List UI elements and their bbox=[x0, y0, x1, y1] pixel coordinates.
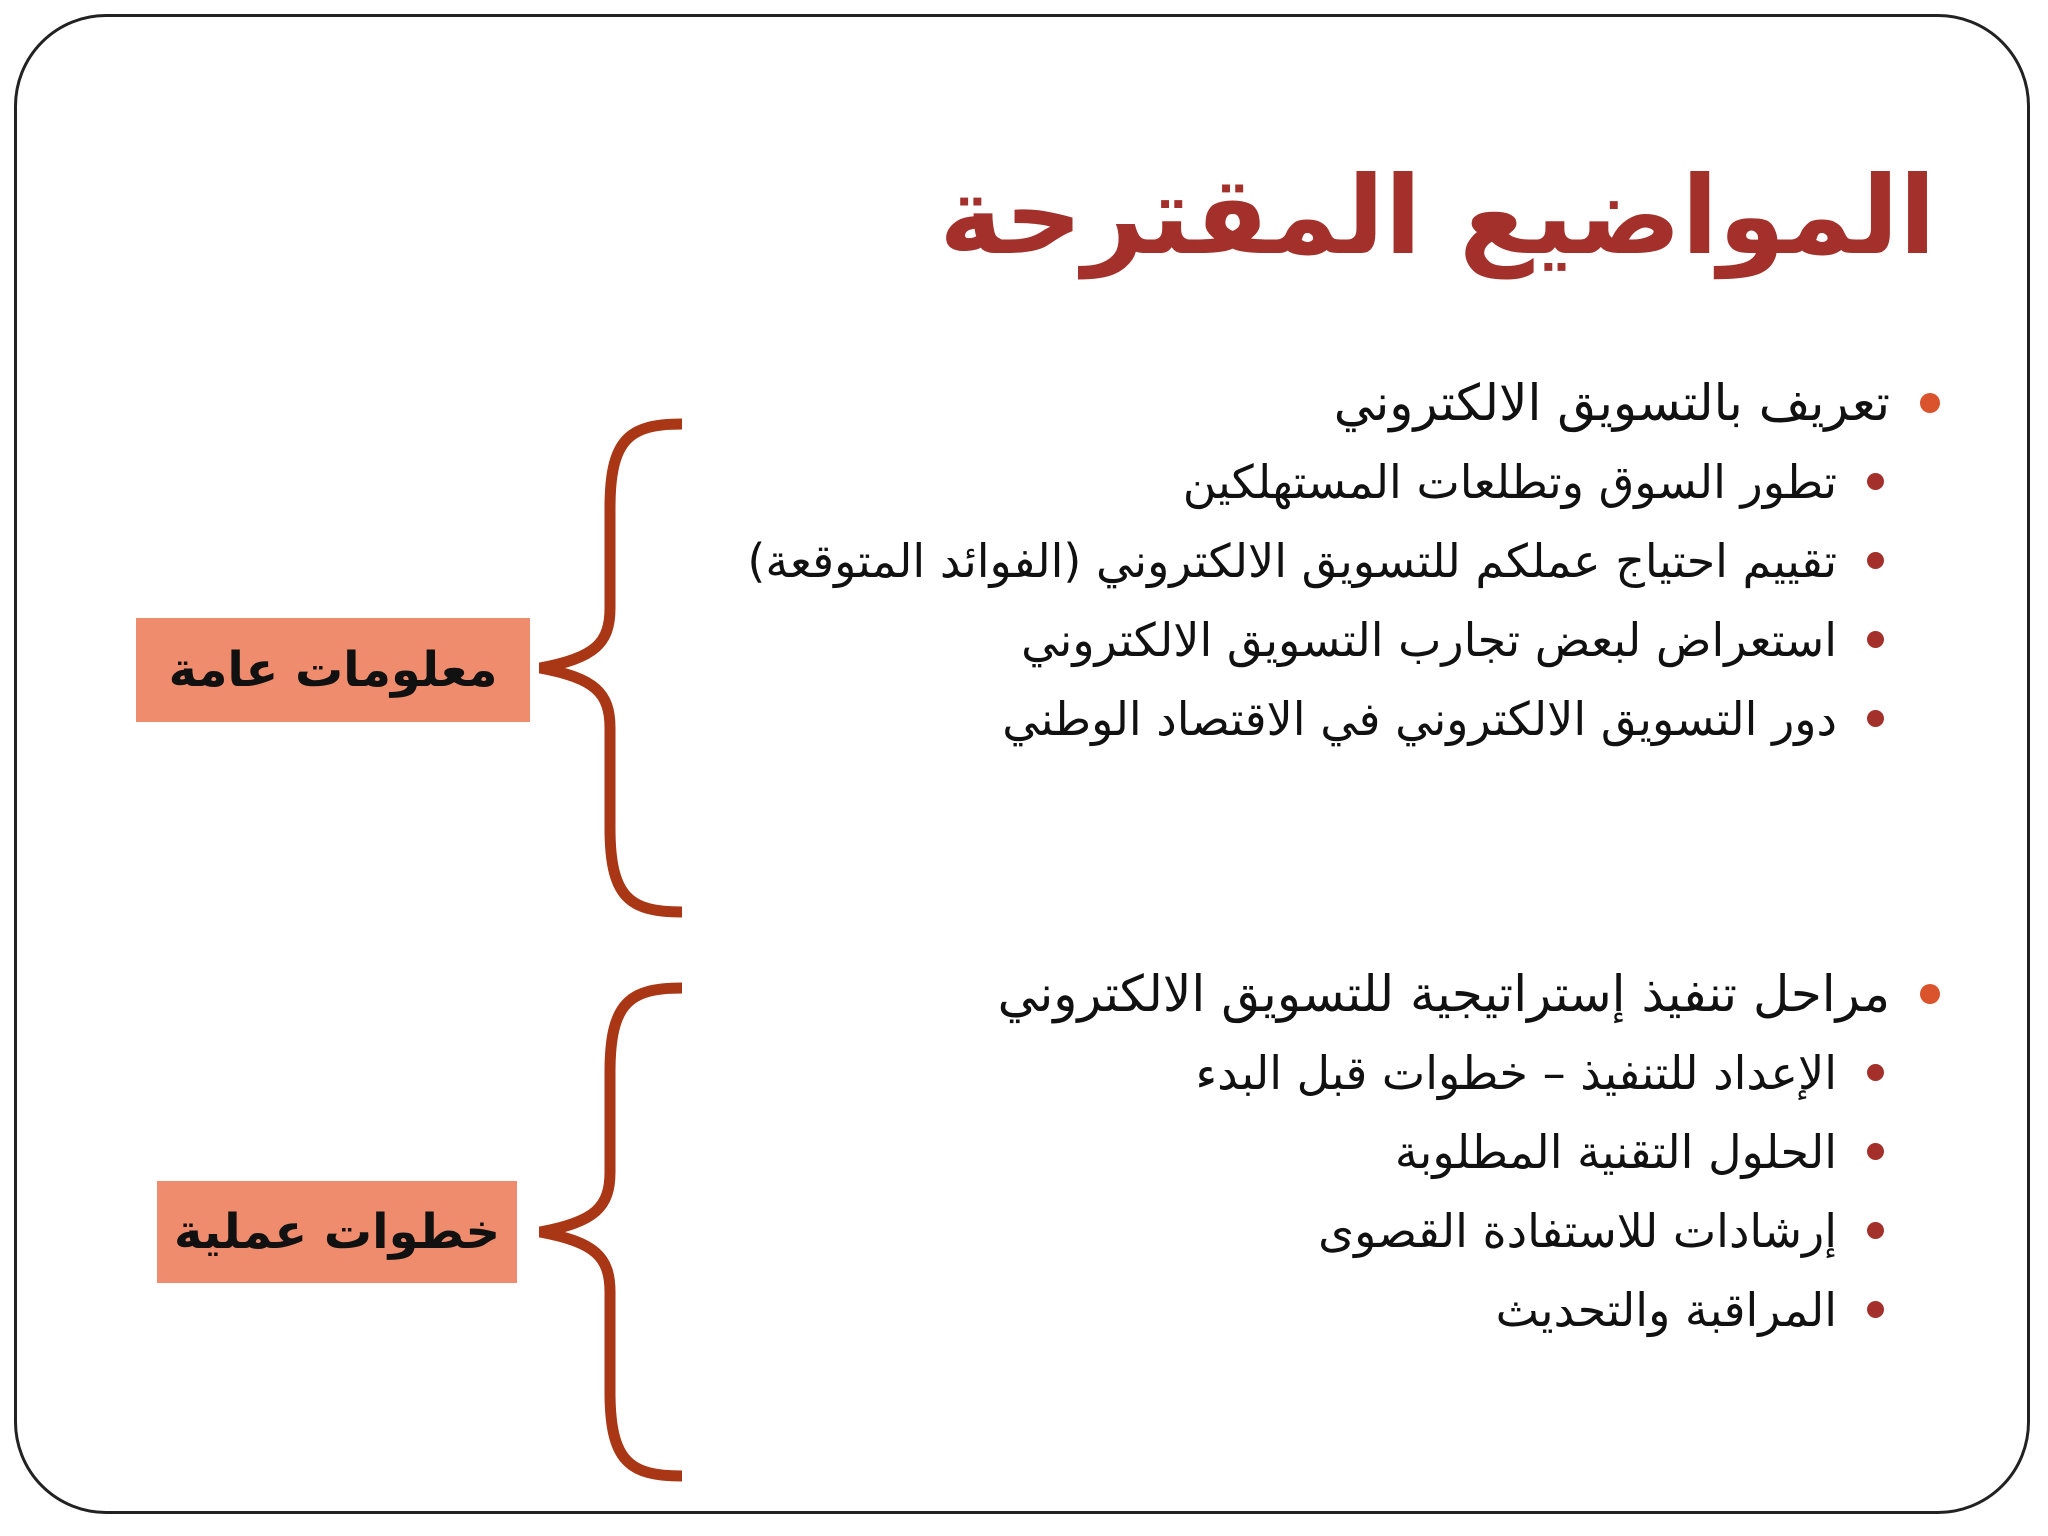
bullet-item-text: المراقبة والتحديث bbox=[1495, 1282, 1837, 1337]
curly-brace-icon bbox=[530, 982, 690, 1482]
sub-bullet-dot-icon bbox=[1867, 710, 1884, 727]
label-practical-steps: خطوات عملية bbox=[157, 1181, 517, 1283]
bullet-dot-icon bbox=[1920, 984, 1940, 1004]
bullet-heading bbox=[998, 955, 1940, 1033]
bullet-item-text: الإعداد للتنفيذ – خطوات قبل البدء bbox=[1195, 1045, 1837, 1100]
bullet-item-text: إرشادات للاستفادة القصوى bbox=[1318, 1203, 1837, 1258]
bullet-dot-icon bbox=[1920, 393, 1940, 413]
sub-bullet-dot-icon bbox=[1867, 631, 1884, 648]
bullet-item bbox=[998, 1112, 1940, 1191]
bullet-item bbox=[998, 1270, 1940, 1349]
sub-bullet-dot-icon bbox=[1867, 1064, 1884, 1081]
bullet-item-text: دور التسويق الالكتروني في الاقتصاد الوطني bbox=[1002, 691, 1837, 746]
bullet-heading bbox=[747, 364, 1940, 442]
slide-title: المواضيع المقترحة bbox=[939, 154, 1936, 279]
label-general-info: معلومات عامة bbox=[136, 618, 530, 722]
sub-bullet-dot-icon bbox=[1867, 1143, 1884, 1160]
bullet-item-text: الحلول التقنية المطلوبة bbox=[1394, 1124, 1837, 1179]
sub-bullet-dot-icon bbox=[1867, 552, 1884, 569]
sub-bullet-dot-icon bbox=[1867, 1301, 1884, 1318]
bullet-list-practical bbox=[998, 955, 1940, 1349]
bullet-item bbox=[747, 600, 1940, 679]
bullet-item bbox=[998, 1191, 1940, 1270]
bullet-item bbox=[747, 521, 1940, 600]
bullet-item bbox=[998, 1033, 1940, 1112]
bullet-item bbox=[747, 442, 1940, 521]
curly-brace-icon bbox=[530, 418, 690, 918]
bullet-item bbox=[747, 679, 1940, 758]
bullet-heading-text: تعريف بالتسويق الالكتروني bbox=[1333, 374, 1890, 432]
bullet-list-general bbox=[747, 364, 1940, 758]
bullet-item-text: تقييم احتياج عملكم للتسويق الالكتروني (الفوائد المتوقعة) bbox=[747, 533, 1837, 588]
bullet-heading-text: مراحل تنفيذ إستراتيجية للتسويق الالكتروني bbox=[997, 965, 1890, 1023]
bullet-item-text: تطور السوق وتطلعات المستهلكين bbox=[1182, 454, 1837, 509]
bullet-item-text: استعراض لبعض تجارب التسويق الالكتروني bbox=[1021, 612, 1837, 667]
sub-bullet-dot-icon bbox=[1867, 1222, 1884, 1239]
sub-bullet-dot-icon bbox=[1867, 473, 1884, 490]
